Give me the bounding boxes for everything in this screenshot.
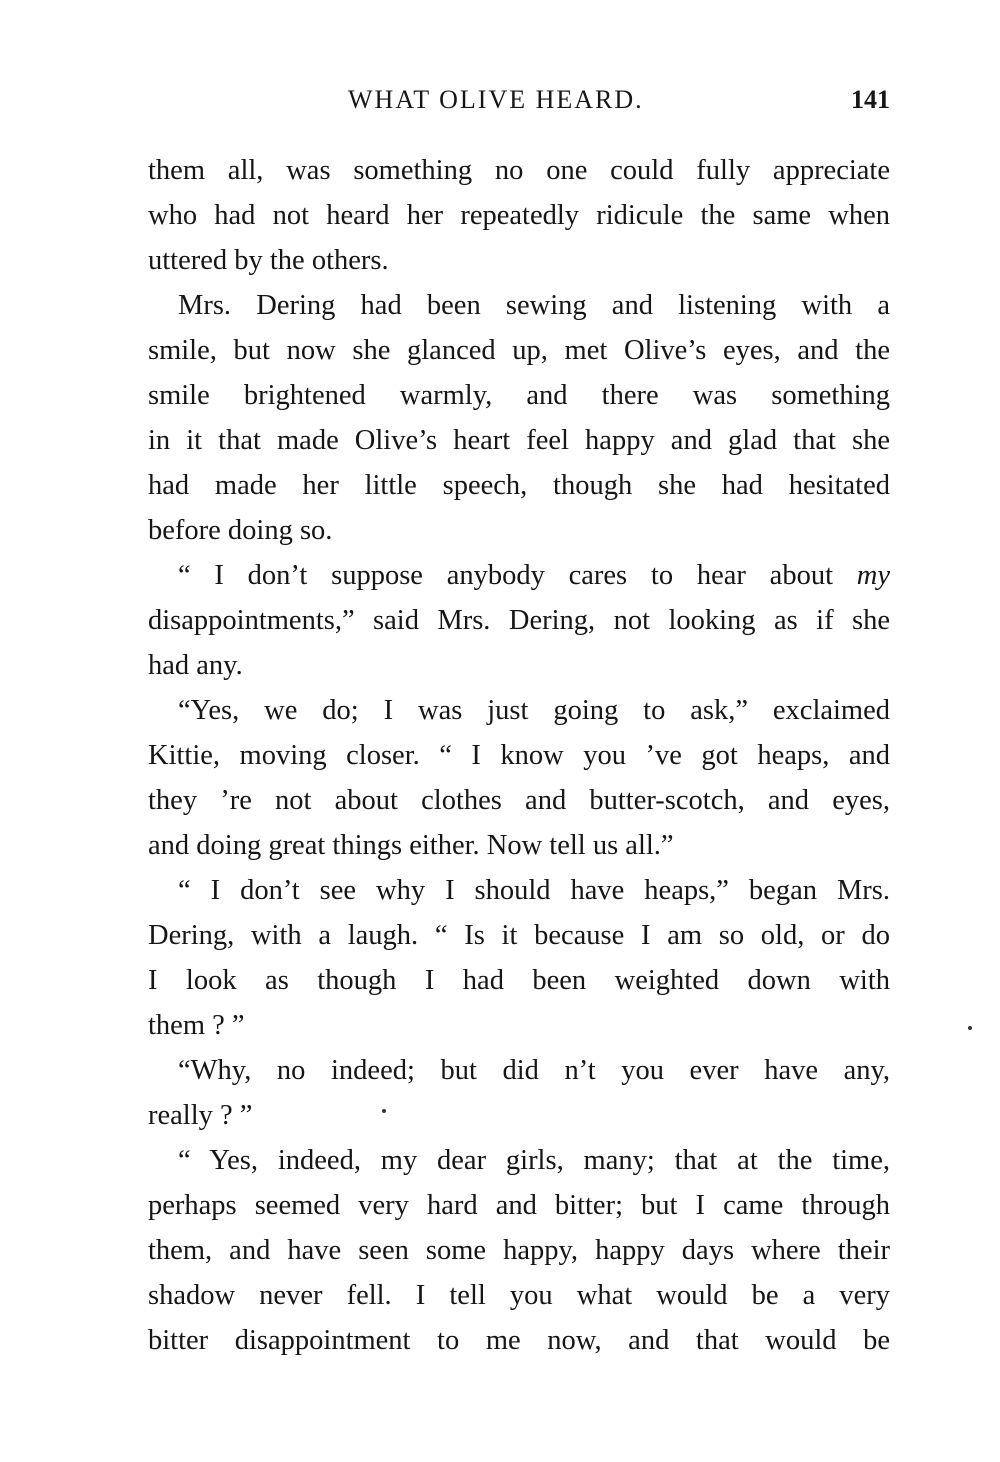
text-line: who had not heard her repeatedly ridicule the same when <box>148 200 890 231</box>
text-line: smile, but now she glanced up, met Olive’s eyes, and the <box>148 335 890 366</box>
text-line: had made her little speech, though she had hesitated <box>148 470 890 501</box>
text-line: “ Yes, indeed, my dear girls, many; that at the time, <box>178 1145 890 1176</box>
page-number: 141 <box>851 85 890 114</box>
page-header <box>148 80 890 120</box>
text-line: in it that made Olive’s heart feel happy and glad that she <box>148 425 890 456</box>
text-line: Kittie, moving closer. “ I know you ’ve got heaps, and <box>148 740 890 771</box>
text-line: them ? ” <box>148 1010 245 1041</box>
text-line: had any. <box>148 650 243 681</box>
text-line: they ’re not about clothes and butter-scotch, and eyes, <box>148 785 890 816</box>
text-line: Mrs. Dering had been sewing and listening with a <box>178 290 890 321</box>
text-line: smile brightened warmly, and there was something <box>148 380 890 411</box>
text-line: shadow never fell. I tell you what would be a very <box>148 1280 890 1311</box>
print-speck <box>382 1109 386 1113</box>
text-line: really ? ” <box>148 1100 253 1131</box>
text-line: “Yes, we do; I was just going to ask,” exclaimed <box>178 695 890 726</box>
text-line: “ I don’t suppose anybody cares to hear about my <box>178 560 890 591</box>
running-head: WHAT OLIVE HEARD. <box>348 85 644 114</box>
text-line: and doing great things either. Now tell us all.” <box>148 830 674 861</box>
text-line: before doing so. <box>148 515 333 546</box>
text-line: Dering, with a laugh. “ Is it because I am so old, or do <box>148 920 890 951</box>
text-line: “ I don’t see why I should have heaps,” began Mrs. <box>178 875 890 906</box>
text-line: them all, was something no one could fully appreciate <box>148 155 890 186</box>
text-line: disappointments,” said Mrs. Dering, not looking as if she <box>148 605 890 636</box>
text-line: “Why, no indeed; but did n’t you ever have any, <box>178 1055 890 1086</box>
text-line: uttered by the others. <box>148 245 389 276</box>
print-speck <box>968 1026 972 1030</box>
text-line: perhaps seemed very hard and bitter; but I came through <box>148 1190 890 1221</box>
text-line: them, and have seen some happy, happy days where their <box>148 1235 890 1266</box>
emphasis: my <box>856 560 890 591</box>
body-text <box>148 148 890 1363</box>
text-line: I look as though I had been weighted down with <box>148 965 890 996</box>
text-line: bitter disappointment to me now, and that would be <box>148 1325 890 1356</box>
